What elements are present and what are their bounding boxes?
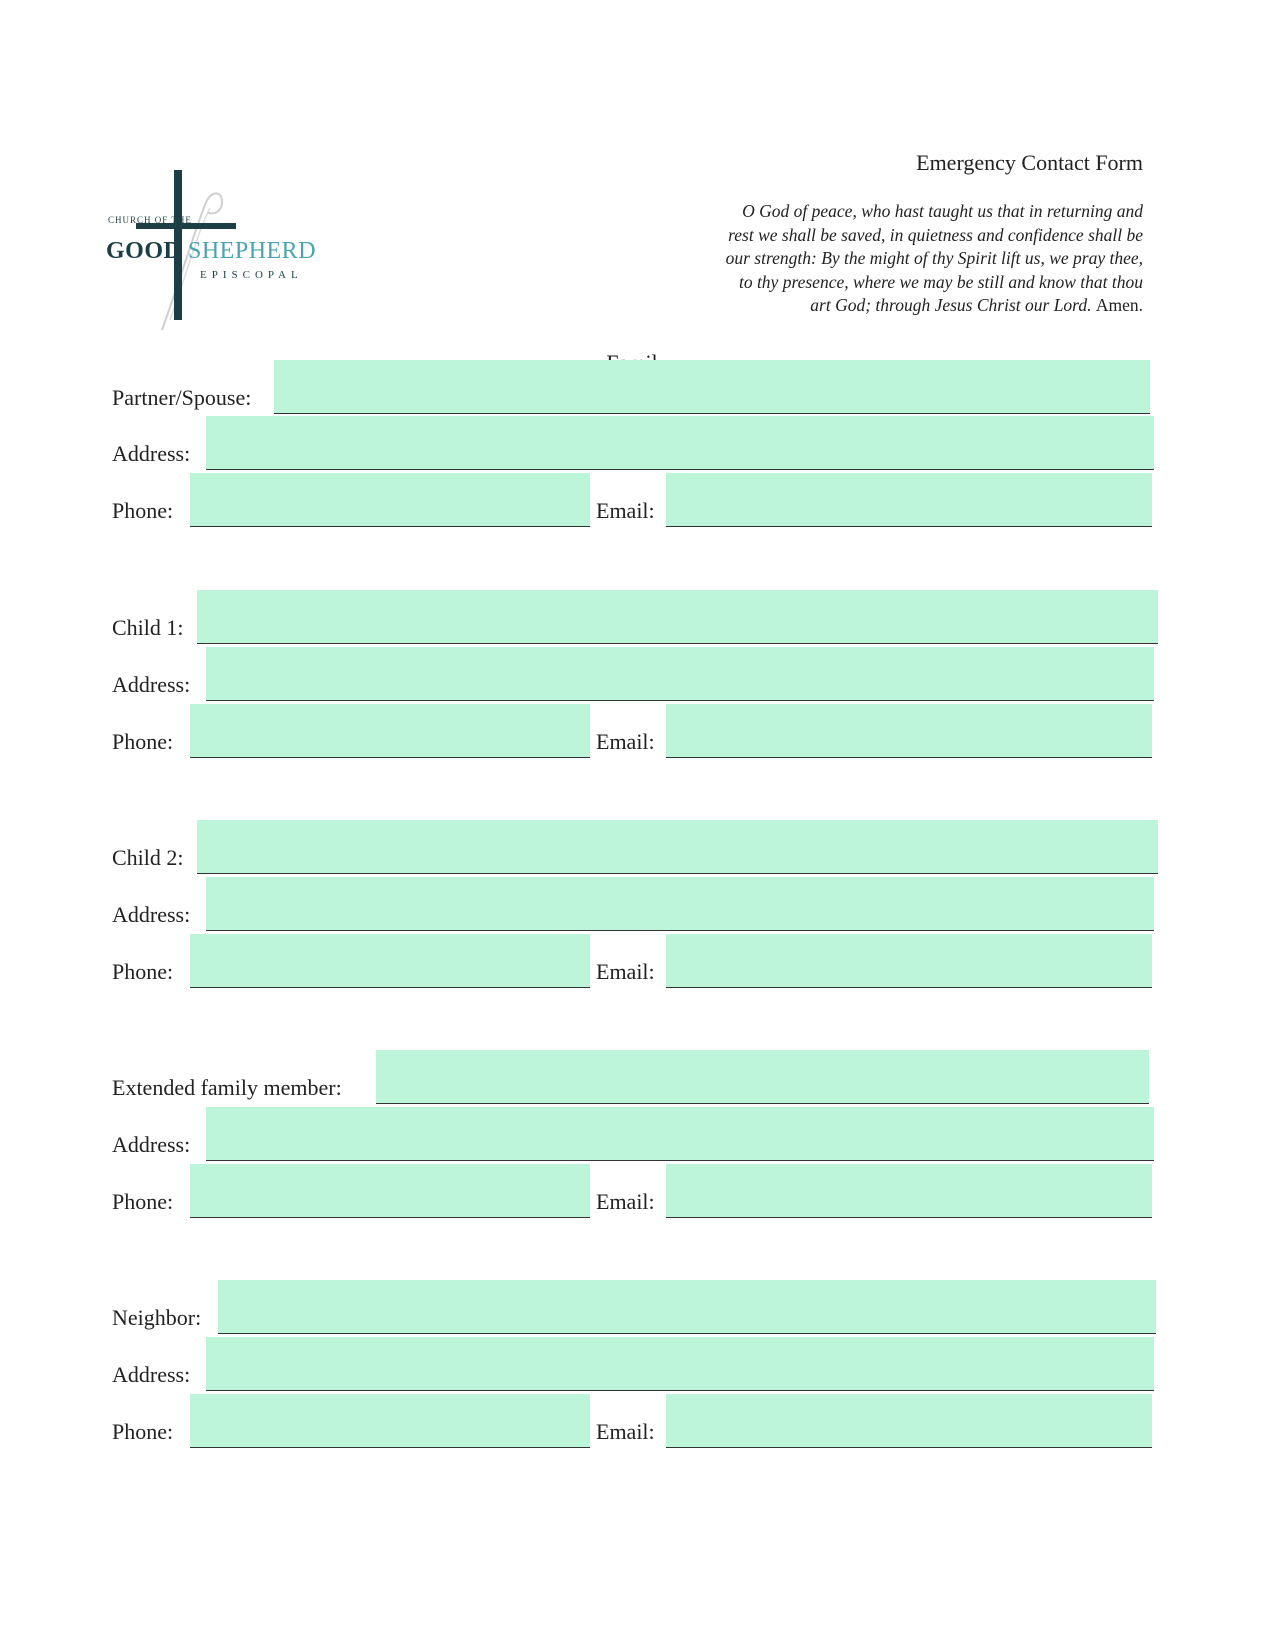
neighbor-name-field[interactable] bbox=[218, 1280, 1156, 1334]
neighbor-phone-field[interactable] bbox=[190, 1394, 590, 1448]
extended-address-label: Address: bbox=[112, 1132, 191, 1157]
child2-name-row bbox=[0, 818, 1275, 874]
church-logo bbox=[100, 170, 330, 335]
extended-phone-label: Phone: bbox=[112, 1189, 174, 1214]
neighbor-address-field[interactable] bbox=[206, 1337, 1154, 1391]
neighbor-address-label: Address: bbox=[112, 1362, 191, 1387]
child1-name-label: Child 1: bbox=[112, 615, 184, 640]
child2-email-label: Email: bbox=[596, 959, 655, 984]
neighbor-email-label: Email: bbox=[596, 1419, 655, 1444]
child1-phone-field[interactable] bbox=[190, 704, 590, 758]
partner-name-row bbox=[0, 358, 1275, 414]
extended-email-label: Email: bbox=[596, 1189, 655, 1214]
page-title: Emergency Contact Form bbox=[916, 150, 1143, 175]
extended-phone-field[interactable] bbox=[190, 1164, 590, 1218]
neighbor-phone-label: Phone: bbox=[112, 1419, 174, 1444]
neighbor-address-row bbox=[0, 1335, 1275, 1391]
extended-name-field[interactable] bbox=[376, 1050, 1149, 1104]
logo-episcopal: EPISCOPAL bbox=[200, 269, 303, 281]
child2-phone-field[interactable] bbox=[190, 934, 590, 988]
extended-name-row bbox=[0, 1048, 1275, 1104]
partner-phone-field[interactable] bbox=[190, 473, 590, 527]
child2-address-label: Address: bbox=[112, 902, 191, 927]
child1-address-label: Address: bbox=[112, 672, 191, 697]
partner-phone-label: Phone: bbox=[112, 498, 174, 523]
child1-name-field[interactable] bbox=[197, 590, 1158, 644]
child2-name-label: Child 2: bbox=[112, 845, 184, 870]
partner-email-label: Email: bbox=[596, 498, 655, 523]
child1-address-field[interactable] bbox=[206, 647, 1154, 701]
prayer-amen: Amen. bbox=[1095, 295, 1143, 315]
child2-email-field[interactable] bbox=[666, 934, 1152, 988]
prayer-line: O God of peace, who hast taught us that in returning and bbox=[742, 201, 1143, 221]
child1-contact-row bbox=[0, 702, 1275, 758]
child2-address-field[interactable] bbox=[206, 877, 1154, 931]
partner-address-row bbox=[0, 414, 1275, 470]
prayer-line-text: art God; through Jesus Christ our Lord. bbox=[810, 295, 1092, 315]
child2-contact-row bbox=[0, 932, 1275, 988]
child1-name-row bbox=[0, 588, 1275, 644]
child2-name-field[interactable] bbox=[197, 820, 1158, 874]
extended-contact-row bbox=[0, 1162, 1275, 1218]
partner-name-label: Partner/Spouse: bbox=[112, 385, 252, 410]
child1-email-field[interactable] bbox=[666, 704, 1152, 758]
extended-address-row bbox=[0, 1105, 1275, 1161]
logo-shepherd: SHEPHERD bbox=[188, 238, 317, 264]
child1-address-row bbox=[0, 645, 1275, 701]
child1-email-label: Email: bbox=[596, 729, 655, 754]
logo-church-of-the: CHURCH OF THE bbox=[108, 215, 192, 225]
extended-address-field[interactable] bbox=[206, 1107, 1154, 1161]
prayer-line: to thy presence, where we may be still and know that thou bbox=[738, 271, 1143, 292]
child2-phone-label: Phone: bbox=[112, 959, 174, 984]
neighbor-name-row bbox=[0, 1278, 1275, 1334]
partner-email-field[interactable] bbox=[666, 473, 1152, 527]
neighbor-contact-row bbox=[0, 1392, 1275, 1448]
partner-address-field[interactable] bbox=[206, 416, 1154, 470]
extended-email-field[interactable] bbox=[666, 1164, 1152, 1218]
child1-phone-label: Phone: bbox=[112, 729, 174, 754]
partner-name-field[interactable] bbox=[274, 360, 1150, 414]
prayer-line: our strength: By the might of thy Spirit lift us, we pray thee, bbox=[725, 248, 1143, 268]
extended-name-label: Extended family member: bbox=[112, 1075, 342, 1100]
neighbor-name-label: Neighbor: bbox=[112, 1305, 202, 1330]
child2-address-row bbox=[0, 875, 1275, 931]
partner-contact-row bbox=[0, 471, 1275, 527]
prayer-line: rest we shall be saved, in quietness and confidence shall be bbox=[728, 224, 1143, 245]
logo-good: GOOD bbox=[106, 238, 182, 264]
neighbor-email-field[interactable] bbox=[666, 1394, 1152, 1448]
prayer-line bbox=[623, 294, 1143, 318]
partner-address-label: Address: bbox=[112, 441, 191, 466]
prayer-text bbox=[623, 200, 1143, 318]
